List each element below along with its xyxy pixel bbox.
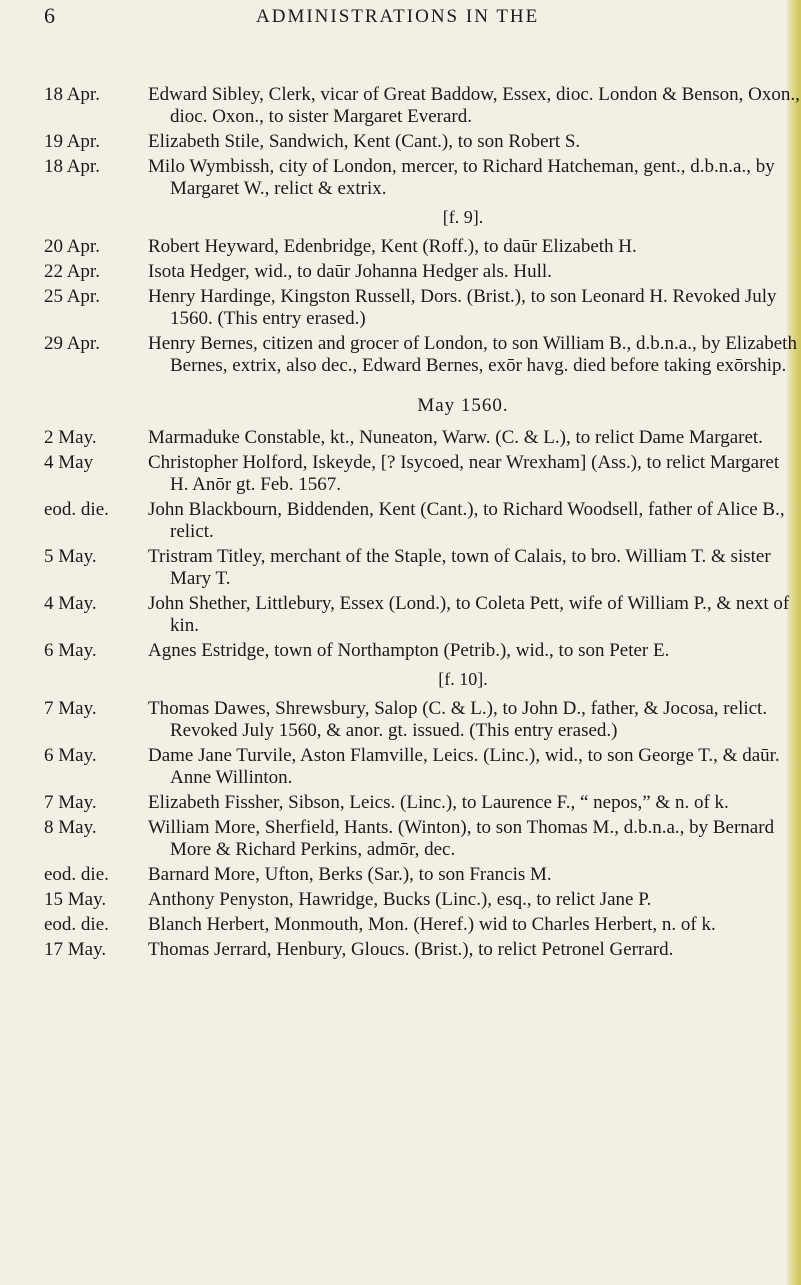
- entry-date: 17 May.: [44, 939, 107, 960]
- entry-text: John Blackbourn, Biddenden, Kent (Cant.), to Richard Woodsell, father of Alice B., relict.: [148, 499, 785, 542]
- entry-text: Elizabeth Fissher, Sibson, Leics. (Linc.), to Laurence F., “ nepos,” & n. of k.: [148, 792, 729, 813]
- entry-date: 5 May.: [44, 546, 97, 567]
- list-item: [0, 427, 790, 449]
- entry-text: Barnard More, Ufton, Berks (Sar.), to son Francis M.: [148, 864, 552, 885]
- entry-date: 6 May.: [44, 640, 97, 661]
- list-item: [0, 817, 790, 861]
- entry-text: Anthony Penyston, Hawridge, Bucks (Linc.), esq., to relict Jane P.: [148, 889, 652, 910]
- entry-text: Christopher Holford, Iskeyde, [? Isycoed, near Wrexham] (Ass.), to relict Margaret H. Anōr gt. Feb. 1567.: [148, 452, 780, 495]
- entry-date: 22 Apr.: [44, 261, 100, 282]
- entry-date: 6 May.: [44, 745, 97, 766]
- list-item: [0, 84, 800, 128]
- entry-text: Isota Hedger, wid., to daūr Johanna Hedger als. Hull.: [148, 261, 552, 282]
- entry-text: Milo Wymbissh, city of London, mercer, to Richard Hatcheman, gent., d.b.n.a., by Margaret W., relict & extrix.: [148, 156, 775, 199]
- entry-date: 18 Apr.: [44, 84, 100, 105]
- entry-text: Edward Sibley, Clerk, vicar of Great Baddow, Essex, dioc. London & Benson, Oxon., dioc. Oxon., to sister Margaret Everard.: [148, 84, 800, 127]
- entry-text: John Shether, Littlebury, Essex (Lond.), to Coleta Pett, wife of William P., & next of kin.: [148, 593, 790, 636]
- running-title: ADMINISTRATIONS IN THE: [256, 6, 540, 27]
- entry-date: 2 May.: [44, 427, 97, 448]
- month-heading: May 1560.: [417, 395, 509, 416]
- folio-marker: [f. 9].: [442, 207, 484, 227]
- list-item: [0, 640, 790, 662]
- entry-date: 25 Apr.: [44, 286, 100, 307]
- list-item: [0, 131, 790, 153]
- list-item: [0, 261, 790, 283]
- entry-date: eod. die.: [44, 864, 109, 885]
- entry-date: 7 May.: [44, 698, 97, 719]
- entry-date: 20 Apr.: [44, 236, 100, 257]
- list-item: [0, 452, 790, 496]
- entry-text: Robert Heyward, Edenbridge, Kent (Roff.), to daūr Elizabeth H.: [148, 236, 637, 257]
- folio-marker: [f. 10].: [438, 669, 488, 689]
- page-number: 6: [44, 3, 56, 28]
- entry-text: William More, Sherfield, Hants. (Winton), to son Thomas M., d.b.n.a., by Bernard More & Richard Perkins, admōr, dec.: [148, 817, 775, 860]
- list-item: [0, 333, 797, 377]
- entry-date: 15 May.: [44, 889, 107, 910]
- entry-text: Elizabeth Stile, Sandwich, Kent (Cant.), to son Robert S.: [148, 131, 581, 152]
- list-item: [0, 889, 790, 911]
- entry-date: eod. die.: [44, 499, 109, 520]
- list-item: [0, 593, 790, 637]
- entry-date: 18 Apr.: [44, 156, 100, 177]
- list-item: [0, 236, 790, 258]
- list-item: [0, 792, 790, 814]
- list-item: [0, 745, 790, 789]
- list-item: [0, 864, 790, 886]
- entry-date: 19 Apr.: [44, 131, 100, 152]
- entries-list: [0, 84, 800, 964]
- entry-text: Blanch Herbert, Monmouth, Mon. (Heref.) wid to Charles Herbert, n. of k.: [148, 914, 716, 935]
- entry-text: Tristram Titley, merchant of the Staple, town of Calais, to bro. William T. & sister Mary T.: [148, 546, 771, 589]
- entry-text: Dame Jane Turvile, Aston Flamville, Leics. (Linc.), wid., to son George T., & daūr. Anne Willinton.: [148, 745, 780, 788]
- entry-date: 29 Apr.: [44, 333, 100, 354]
- entry-text: Thomas Dawes, Shrewsbury, Salop (C. & L.), to John D., father, & Jocosa, relict. Revoked July 1560, & anor. gt. issued. (This entry erased.): [148, 698, 768, 741]
- list-item: [0, 156, 790, 200]
- entry-text: Marmaduke Constable, kt., Nuneaton, Warw. (C. & L.), to relict Dame Margaret.: [148, 427, 763, 448]
- entry-text: Agnes Estridge, town of Northampton (Petrib.), wid., to son Peter E.: [148, 640, 670, 661]
- entry-text: Henry Bernes, citizen and grocer of London, to son William B., d.b.n.a., by Elizabeth Bernes, extrix, also dec., Edward Bernes, exōr havg. died before taking exōrship.: [148, 333, 797, 376]
- entry-date: eod. die.: [44, 914, 109, 935]
- entry-date: 4 May: [44, 452, 94, 473]
- entry-date: 4 May.: [44, 593, 97, 614]
- list-item: [0, 286, 790, 330]
- entry-date: 8 May.: [44, 817, 97, 838]
- entry-date: 7 May.: [44, 792, 97, 813]
- list-item: [0, 546, 790, 590]
- entry-text: Thomas Jerrard, Henbury, Gloucs. (Brist.), to relict Petronel Gerrard.: [148, 939, 674, 960]
- list-item: [0, 499, 790, 543]
- entry-text: Henry Hardinge, Kingston Russell, Dors. (Brist.), to son Leonard H. Revoked July 1560. (This entry erased.): [148, 286, 777, 329]
- list-item: [0, 698, 790, 742]
- list-item: [0, 939, 790, 961]
- list-item: [0, 914, 790, 936]
